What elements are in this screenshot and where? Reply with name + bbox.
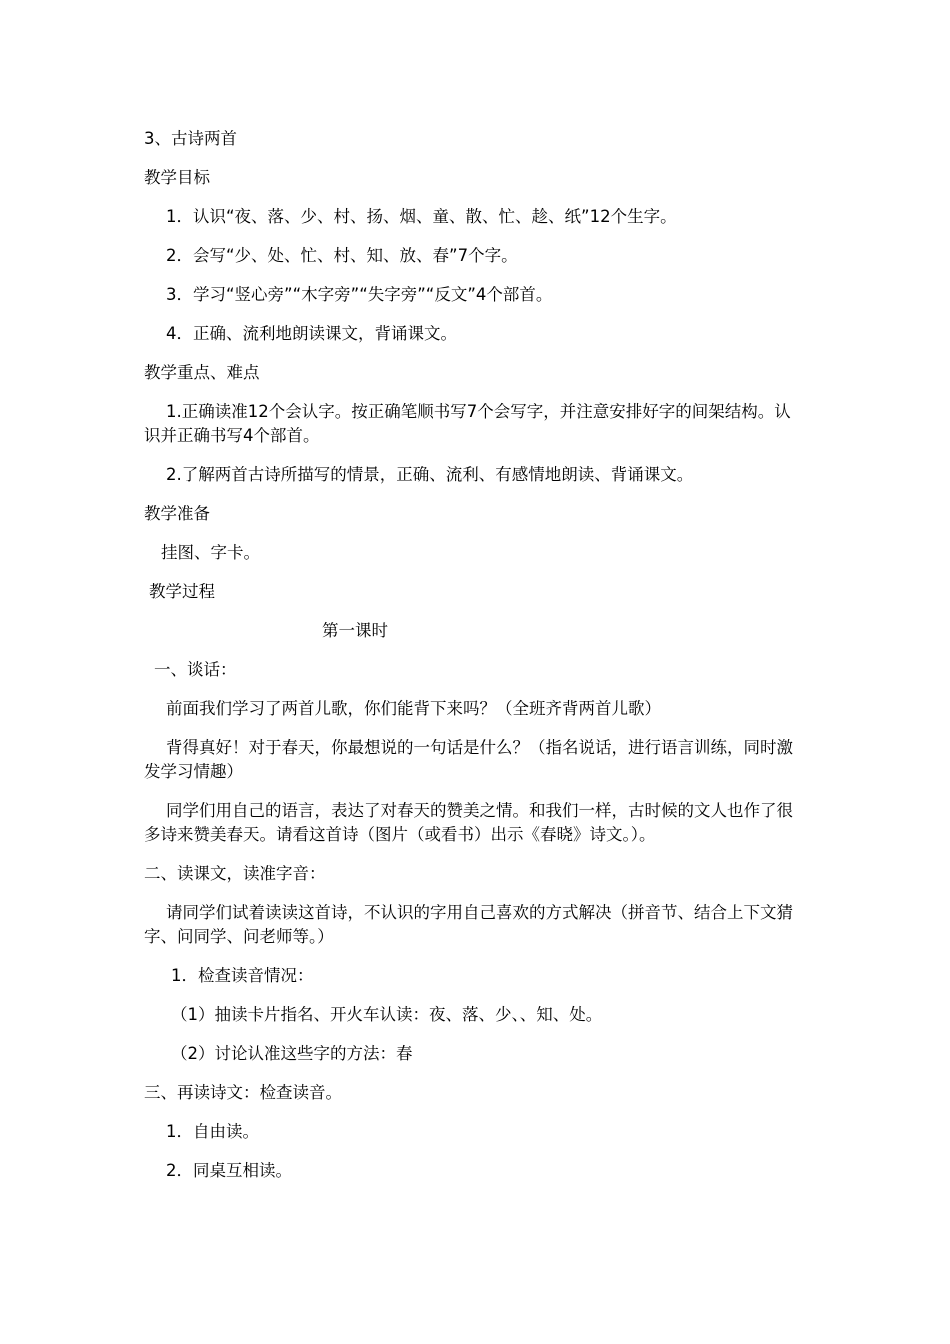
part1-paragraph: 背得真好！对于春天，你最想说的一句话是什么？（指名说话，进行语言训练，同时激发学习情趣）: [144, 738, 793, 781]
part1-paragraph: 同学们用自己的语言，表达了对春天的赞美之情。和我们一样，古时候的文人也作了很多诗来赞美春天。请看这首诗（图片（或看书）出示《春晓》诗文。）。: [144, 801, 793, 844]
key-point-paragraph: 1.正确读准12个会认字。按正确笔顺书写7个会写字，并注意安排好字的间架结构。认识并正确书写4个部首。: [144, 402, 791, 445]
part3-heading: 三、再读诗文：检查读音。: [144, 1083, 342, 1102]
part2-sub-item: （1）抽读卡片指名、开火车认读：夜、落、少、、知、处。: [171, 1005, 603, 1024]
part3-item: 1．自由读。: [166, 1122, 259, 1141]
goal-item: 2．会写“少、处、忙、村、知、放、春”7个字。: [166, 246, 518, 265]
part2-heading: 二、读课文，读准字音：: [144, 864, 326, 883]
part1-paragraph: 前面我们学习了两首儿歌，你们能背下来吗？（全班齐背两首儿歌）: [166, 699, 661, 718]
part1-heading: 一、谈话：: [154, 660, 237, 679]
lesson-period-title: 第一课时: [322, 621, 388, 640]
part3-item: 2．同桌互相读。: [166, 1161, 292, 1180]
goal-item: 3．学习“竖心旁”“木字旁”“失字旁”“反文”4个部首。: [166, 285, 553, 304]
lesson-title: 3、古诗两首: [144, 129, 237, 148]
part2-paragraph: 请同学们试着读读这首诗，不认识的字用自己喜欢的方式解决（拼音节、结合上下文猜字、问同学、问老师等。）: [144, 903, 793, 946]
process-heading: 教学过程: [149, 582, 215, 601]
goal-item: 4．正确、流利地朗读课文，背诵课文。: [166, 324, 457, 343]
goals-heading: 教学目标: [144, 168, 210, 187]
part2-sub-item: （2）讨论认准这些字的方法：春: [171, 1044, 413, 1063]
prep-text: 挂图、字卡。: [161, 543, 260, 562]
key-point-paragraph: 2.了解两首古诗所描写的情景，正确、流利、有感情地朗读、背诵课文。: [166, 465, 694, 484]
prep-heading: 教学准备: [144, 504, 210, 523]
goal-item: 1．认识“夜、落、少、村、扬、烟、童、散、忙、趁、纸”12个生字。: [166, 207, 677, 226]
part2-subheading: 1．检查读音情况：: [171, 966, 314, 985]
key-points-heading: 教学重点、难点: [144, 363, 260, 382]
